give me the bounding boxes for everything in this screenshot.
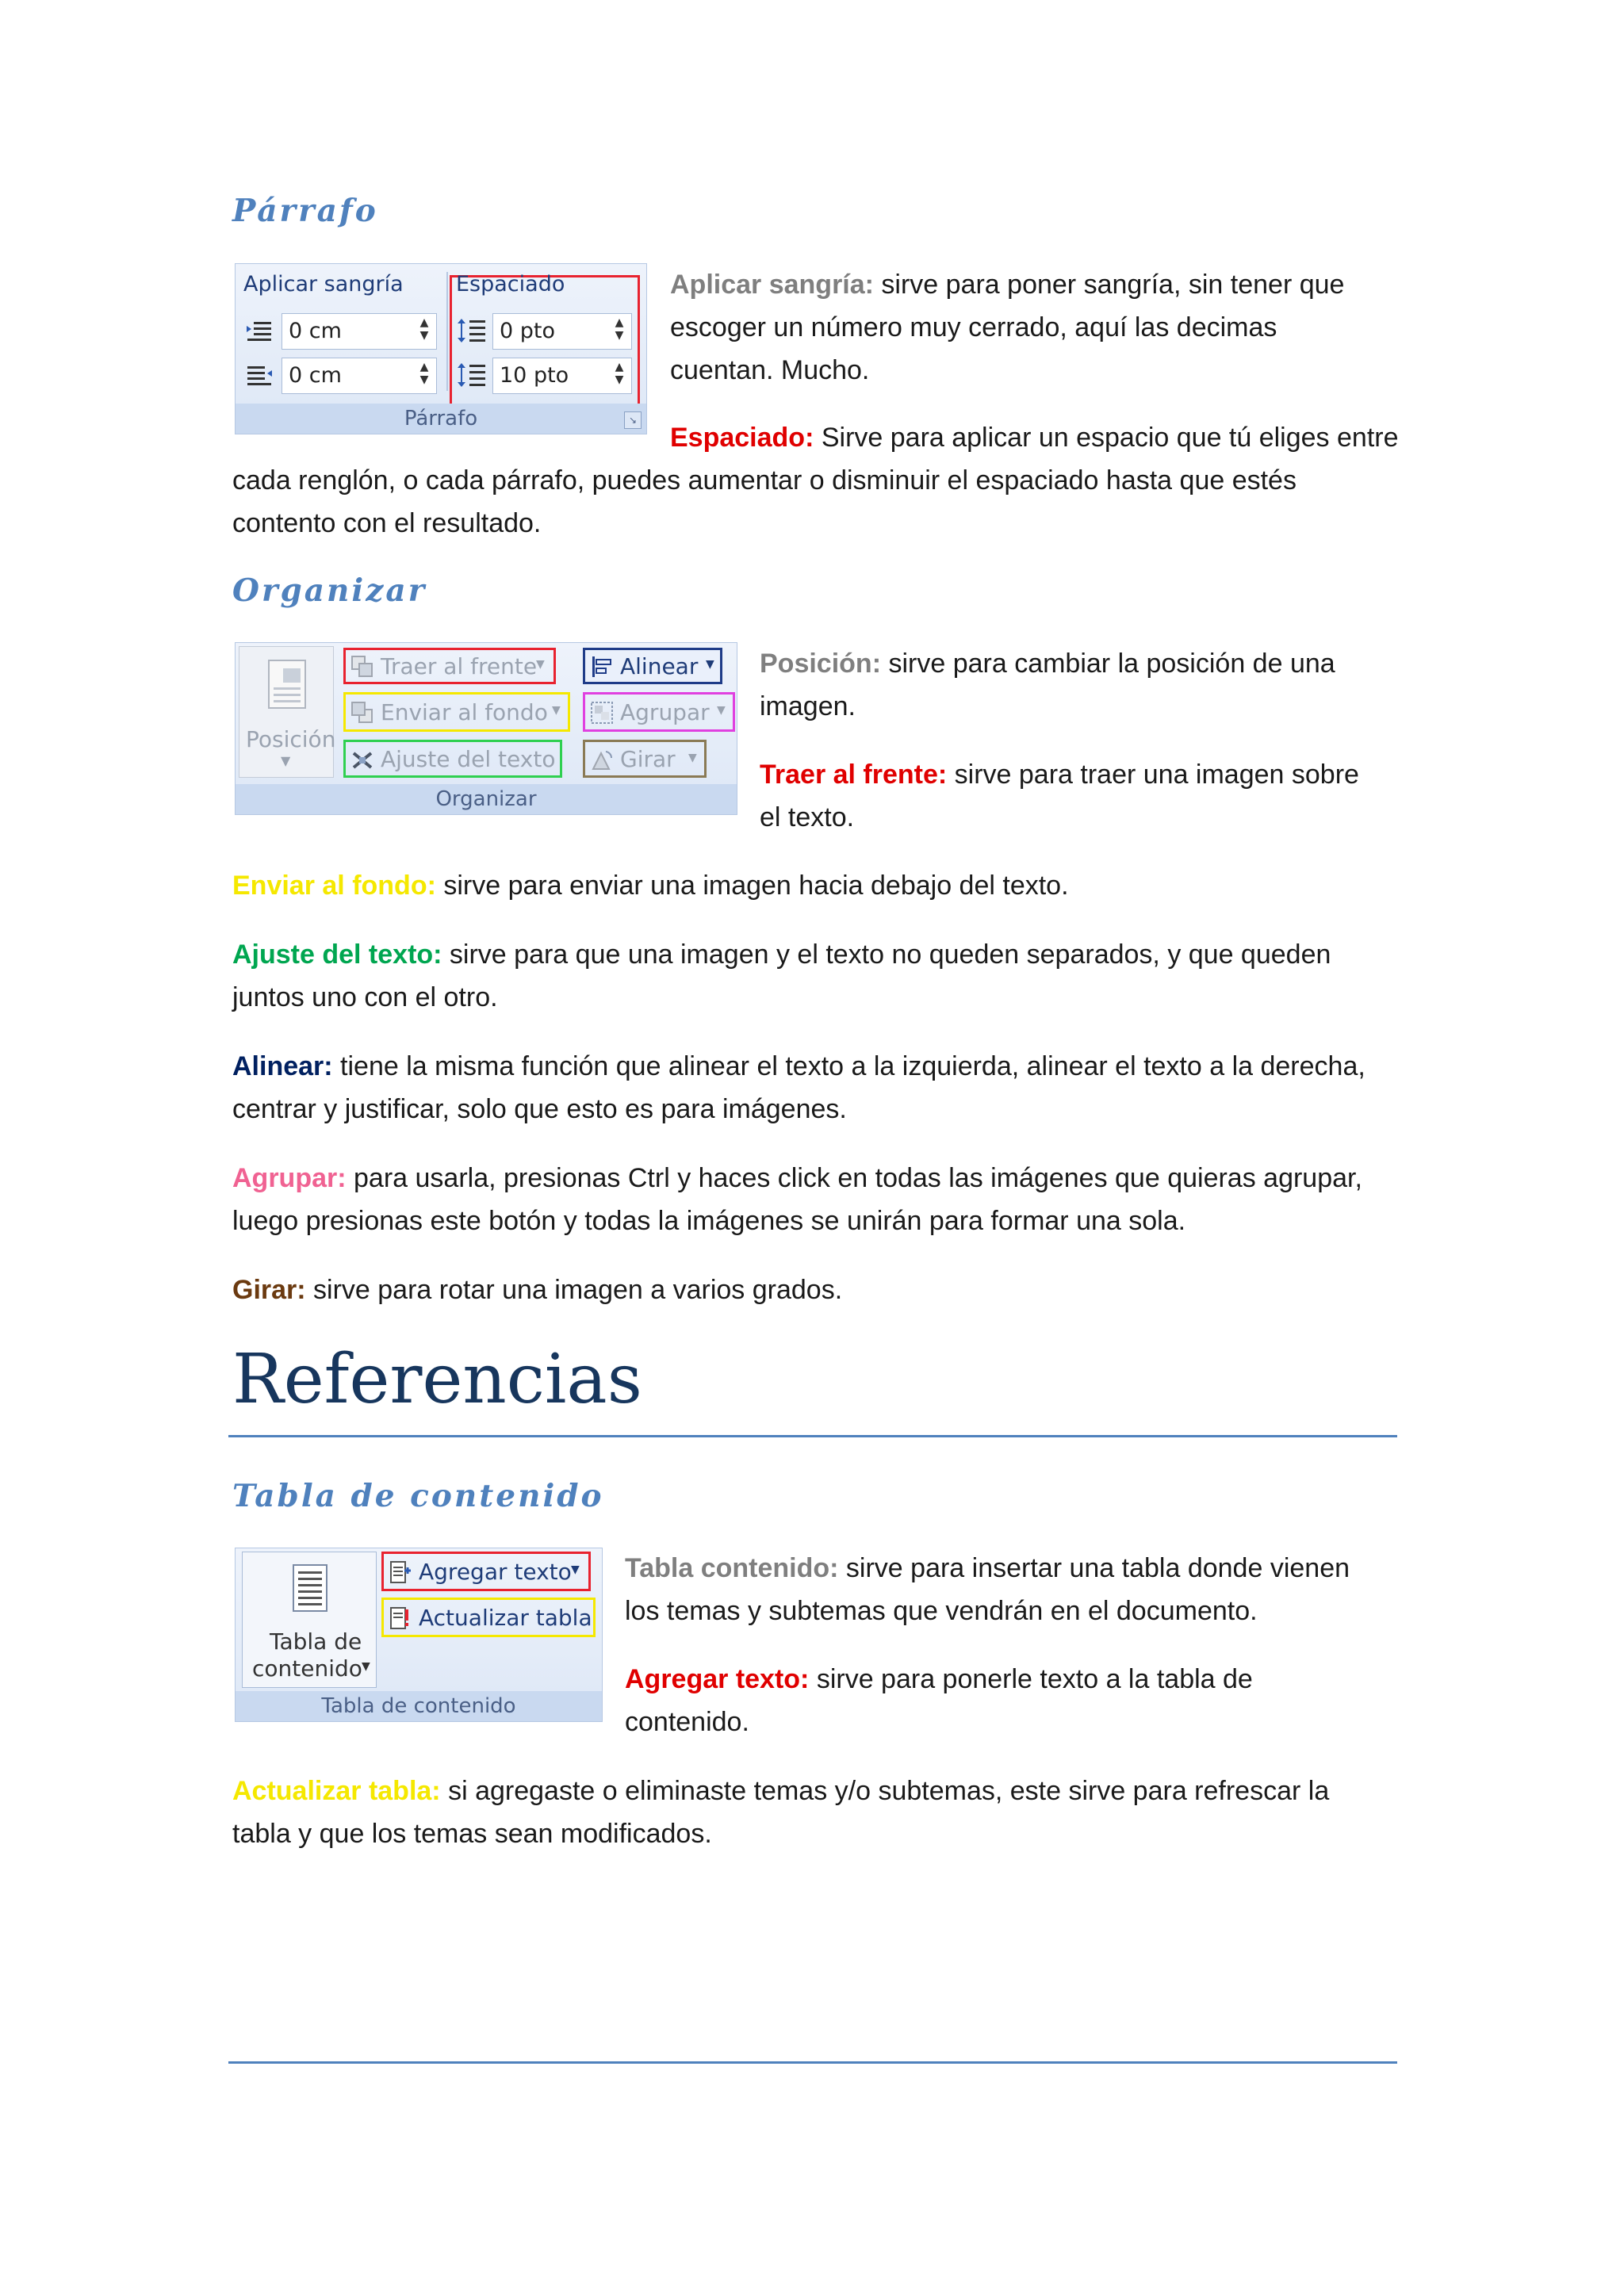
label-actualizar-tabla: Actualizar tabla: <box>232 1776 441 1806</box>
chevron-down-icon: ▼ <box>717 704 726 717</box>
ribbon-tabla-contenido-group <box>235 1548 603 1722</box>
posicion-icon <box>263 656 311 712</box>
traer-al-frente-label: Traer al frente <box>381 653 538 679</box>
label-espaciado: Espaciado: <box>670 423 814 453</box>
text-line: contenido. <box>625 1707 749 1737</box>
heading-tabla-de-contenido: Tabla de contenido <box>232 1478 604 1514</box>
heading-organizar: Organizar <box>232 572 427 609</box>
label-ajuste-del-texto: Ajuste del texto: <box>232 939 442 970</box>
label-girar: Girar: <box>232 1275 306 1305</box>
contenido-label: contenido <box>252 1655 362 1682</box>
agrupar-button[interactable] <box>583 692 735 732</box>
indent-right-spinner[interactable]: ▲ ▼ <box>419 361 429 386</box>
label-tabla-contenido: Tabla contenido: <box>625 1553 839 1583</box>
paragraph-alinear <box>232 1045 1365 1131</box>
chevron-down-icon: ▼ <box>706 658 714 671</box>
tabla-de-contenido-button[interactable] <box>242 1552 377 1688</box>
indent-right-icon <box>245 362 274 391</box>
agrupar-label: Agrupar <box>620 699 710 725</box>
paragraph-espaciado-line1 <box>670 416 1399 459</box>
label-posicion: Posición: <box>760 649 882 679</box>
label-agregar-texto: Agregar texto: <box>625 1664 810 1694</box>
send-back-icon <box>349 699 376 726</box>
traer-al-frente-button[interactable] <box>343 648 556 684</box>
text-line: sirve para ponerle texto a la tabla de <box>809 1664 1253 1694</box>
alinear-button[interactable] <box>583 648 722 684</box>
ajuste-del-texto-button[interactable] <box>343 740 562 778</box>
posicion-button[interactable] <box>239 646 334 778</box>
indent-right-input[interactable]: 0 cm <box>282 358 437 394</box>
chevron-down-icon: ▼ <box>688 752 697 764</box>
ribbon-organizar-group <box>235 642 737 815</box>
group-label-organizar: Organizar <box>236 784 737 814</box>
indent-title: Aplicar sangría <box>243 272 404 297</box>
add-text-icon <box>387 1559 414 1586</box>
text-line: sirve para enviar una imagen hacia debajo del texto. <box>435 871 1069 901</box>
text-line: sirve para poner sangría, sin tener que <box>873 270 1345 300</box>
rotate-icon <box>588 747 615 774</box>
ribbon-parrafo-group <box>235 263 647 434</box>
title-underline <box>228 1435 1397 1437</box>
label-traer-al-frente: Traer al frente: <box>760 760 948 790</box>
tabla-de-label: Tabla de <box>270 1628 362 1655</box>
paragraph-ajuste-del-texto <box>232 933 1331 1019</box>
text-line: sirve para traer una imagen sobre <box>947 760 1359 790</box>
paragraph-tabla-contenido <box>625 1547 1350 1632</box>
chevron-down-icon: ▼ <box>571 1563 580 1576</box>
text-line: para usarla, presionas Ctrl y haces click en todas las imágenes que quieras agrupar, <box>346 1163 1362 1193</box>
text-line: sirve para rotar una imagen a varios grados. <box>305 1275 843 1305</box>
paragraph-agrupar <box>232 1157 1362 1242</box>
chevron-down-icon: ▼ <box>536 658 545 671</box>
agregar-texto-label: Agregar texto <box>419 1559 572 1585</box>
text-line: contento con el resultado. <box>232 508 542 538</box>
group-separator <box>446 272 448 391</box>
agregar-texto-button[interactable] <box>381 1552 591 1591</box>
spacing-title: Espaciado <box>456 272 565 297</box>
actualizar-tabla-label: Actualizar tabla <box>419 1605 592 1631</box>
spacing-before-icon <box>456 316 488 345</box>
enviar-al-fondo-label: Enviar al fondo <box>381 699 548 725</box>
group-label-tabla-de-contenido: Tabla de contenido <box>236 1691 602 1721</box>
chevron-down-icon: ▼ <box>362 1660 370 1673</box>
spacing-after-input[interactable]: 10 pto <box>492 358 632 394</box>
text-line: los temas y subtemas que vendrán en el documento. <box>625 1596 1258 1626</box>
text-line: si agregaste o eliminaste temas y/o subtemas, este sirve para refrescar la <box>440 1776 1330 1806</box>
paragraph-posicion <box>760 642 1335 728</box>
chevron-down-icon: ▼ <box>552 704 561 717</box>
group-icon <box>588 699 615 726</box>
text-line: el texto. <box>760 802 855 832</box>
text-line: sirve para que una imagen y el texto no queden separados, y que queden <box>442 939 1331 970</box>
text-line: Sirve para aplicar un espacio que tú eliges entre <box>814 423 1399 453</box>
spacing-after-spinner[interactable]: ▲ ▼ <box>615 361 624 386</box>
spacing-before-input[interactable]: 0 pto <box>492 313 632 350</box>
indent-left-icon <box>245 318 274 346</box>
text-line: tiene la misma función que alinear el texto a la izquierda, alinear el texto a la derecha, <box>332 1051 1365 1081</box>
spacing-after-icon <box>456 361 488 389</box>
alinear-label: Alinear <box>620 653 699 679</box>
dialog-launcher-icon[interactable]: ↘ <box>624 411 642 429</box>
ajuste-del-texto-label: Ajuste del texto <box>381 746 556 772</box>
text-line: tabla y que los temas sean modificados. <box>232 1819 712 1849</box>
enviar-al-fondo-button[interactable] <box>343 692 570 732</box>
text-line: imagen. <box>760 691 856 721</box>
spacing-before-spinner[interactable]: ▲ ▼ <box>615 316 624 342</box>
paragraph-agregar-texto <box>625 1658 1253 1743</box>
text-line: sirve para insertar una tabla donde vienen <box>838 1553 1350 1583</box>
table-of-contents-icon <box>290 1562 330 1614</box>
heading-parrafo: Párrafo <box>232 193 378 229</box>
page-title-referencias: Referencias <box>232 1340 642 1419</box>
actualizar-tabla-button[interactable] <box>381 1598 596 1637</box>
indent-left-input[interactable]: 0 cm <box>282 313 437 350</box>
posicion-label: Posición <box>246 726 336 752</box>
text-line: sirve para cambiar la posición de una <box>881 649 1335 679</box>
footer-rule <box>228 2061 1397 2064</box>
text-line: centrar y justificar, solo que esto es para imágenes. <box>232 1094 847 1124</box>
text-wrap-icon <box>349 747 376 774</box>
indent-left-spinner[interactable]: ▲ ▼ <box>419 316 429 342</box>
text-line: escoger un número muy cerrado, aquí las decimas <box>670 312 1277 342</box>
paragraph-enviar-al-fondo <box>232 864 1069 907</box>
paragraph-girar <box>232 1269 842 1311</box>
paragraph-traer-al-frente <box>760 753 1359 839</box>
bring-front-icon <box>349 653 376 680</box>
text-line: juntos uno con el otro. <box>232 982 498 1012</box>
update-table-icon <box>387 1605 414 1632</box>
paragraph-aplicar-sangria <box>670 263 1344 392</box>
text-line: cuentan. Mucho. <box>670 355 870 385</box>
paragraph-actualizar-tabla <box>232 1770 1329 1855</box>
align-icon <box>588 653 615 680</box>
paragraph-espaciado-rest <box>232 459 1297 545</box>
label-enviar-al-fondo: Enviar al fondo: <box>232 871 436 901</box>
label-agrupar: Agrupar: <box>232 1163 347 1193</box>
label-alinear: Alinear: <box>232 1051 333 1081</box>
chevron-down-icon: ▼ <box>281 753 291 768</box>
group-label-parrafo: Párrafo <box>236 404 646 434</box>
text-line: luego presionas este botón y todas la imágenes se unirán para formar una sola. <box>232 1206 1186 1236</box>
text-line: cada renglón, o cada párrafo, puedes aumentar o disminuir el espaciado hasta que estés <box>232 465 1297 496</box>
label-aplicar-sangria: Aplicar sangría: <box>670 270 874 300</box>
girar-button[interactable] <box>583 740 707 778</box>
girar-label: Girar <box>620 746 676 772</box>
